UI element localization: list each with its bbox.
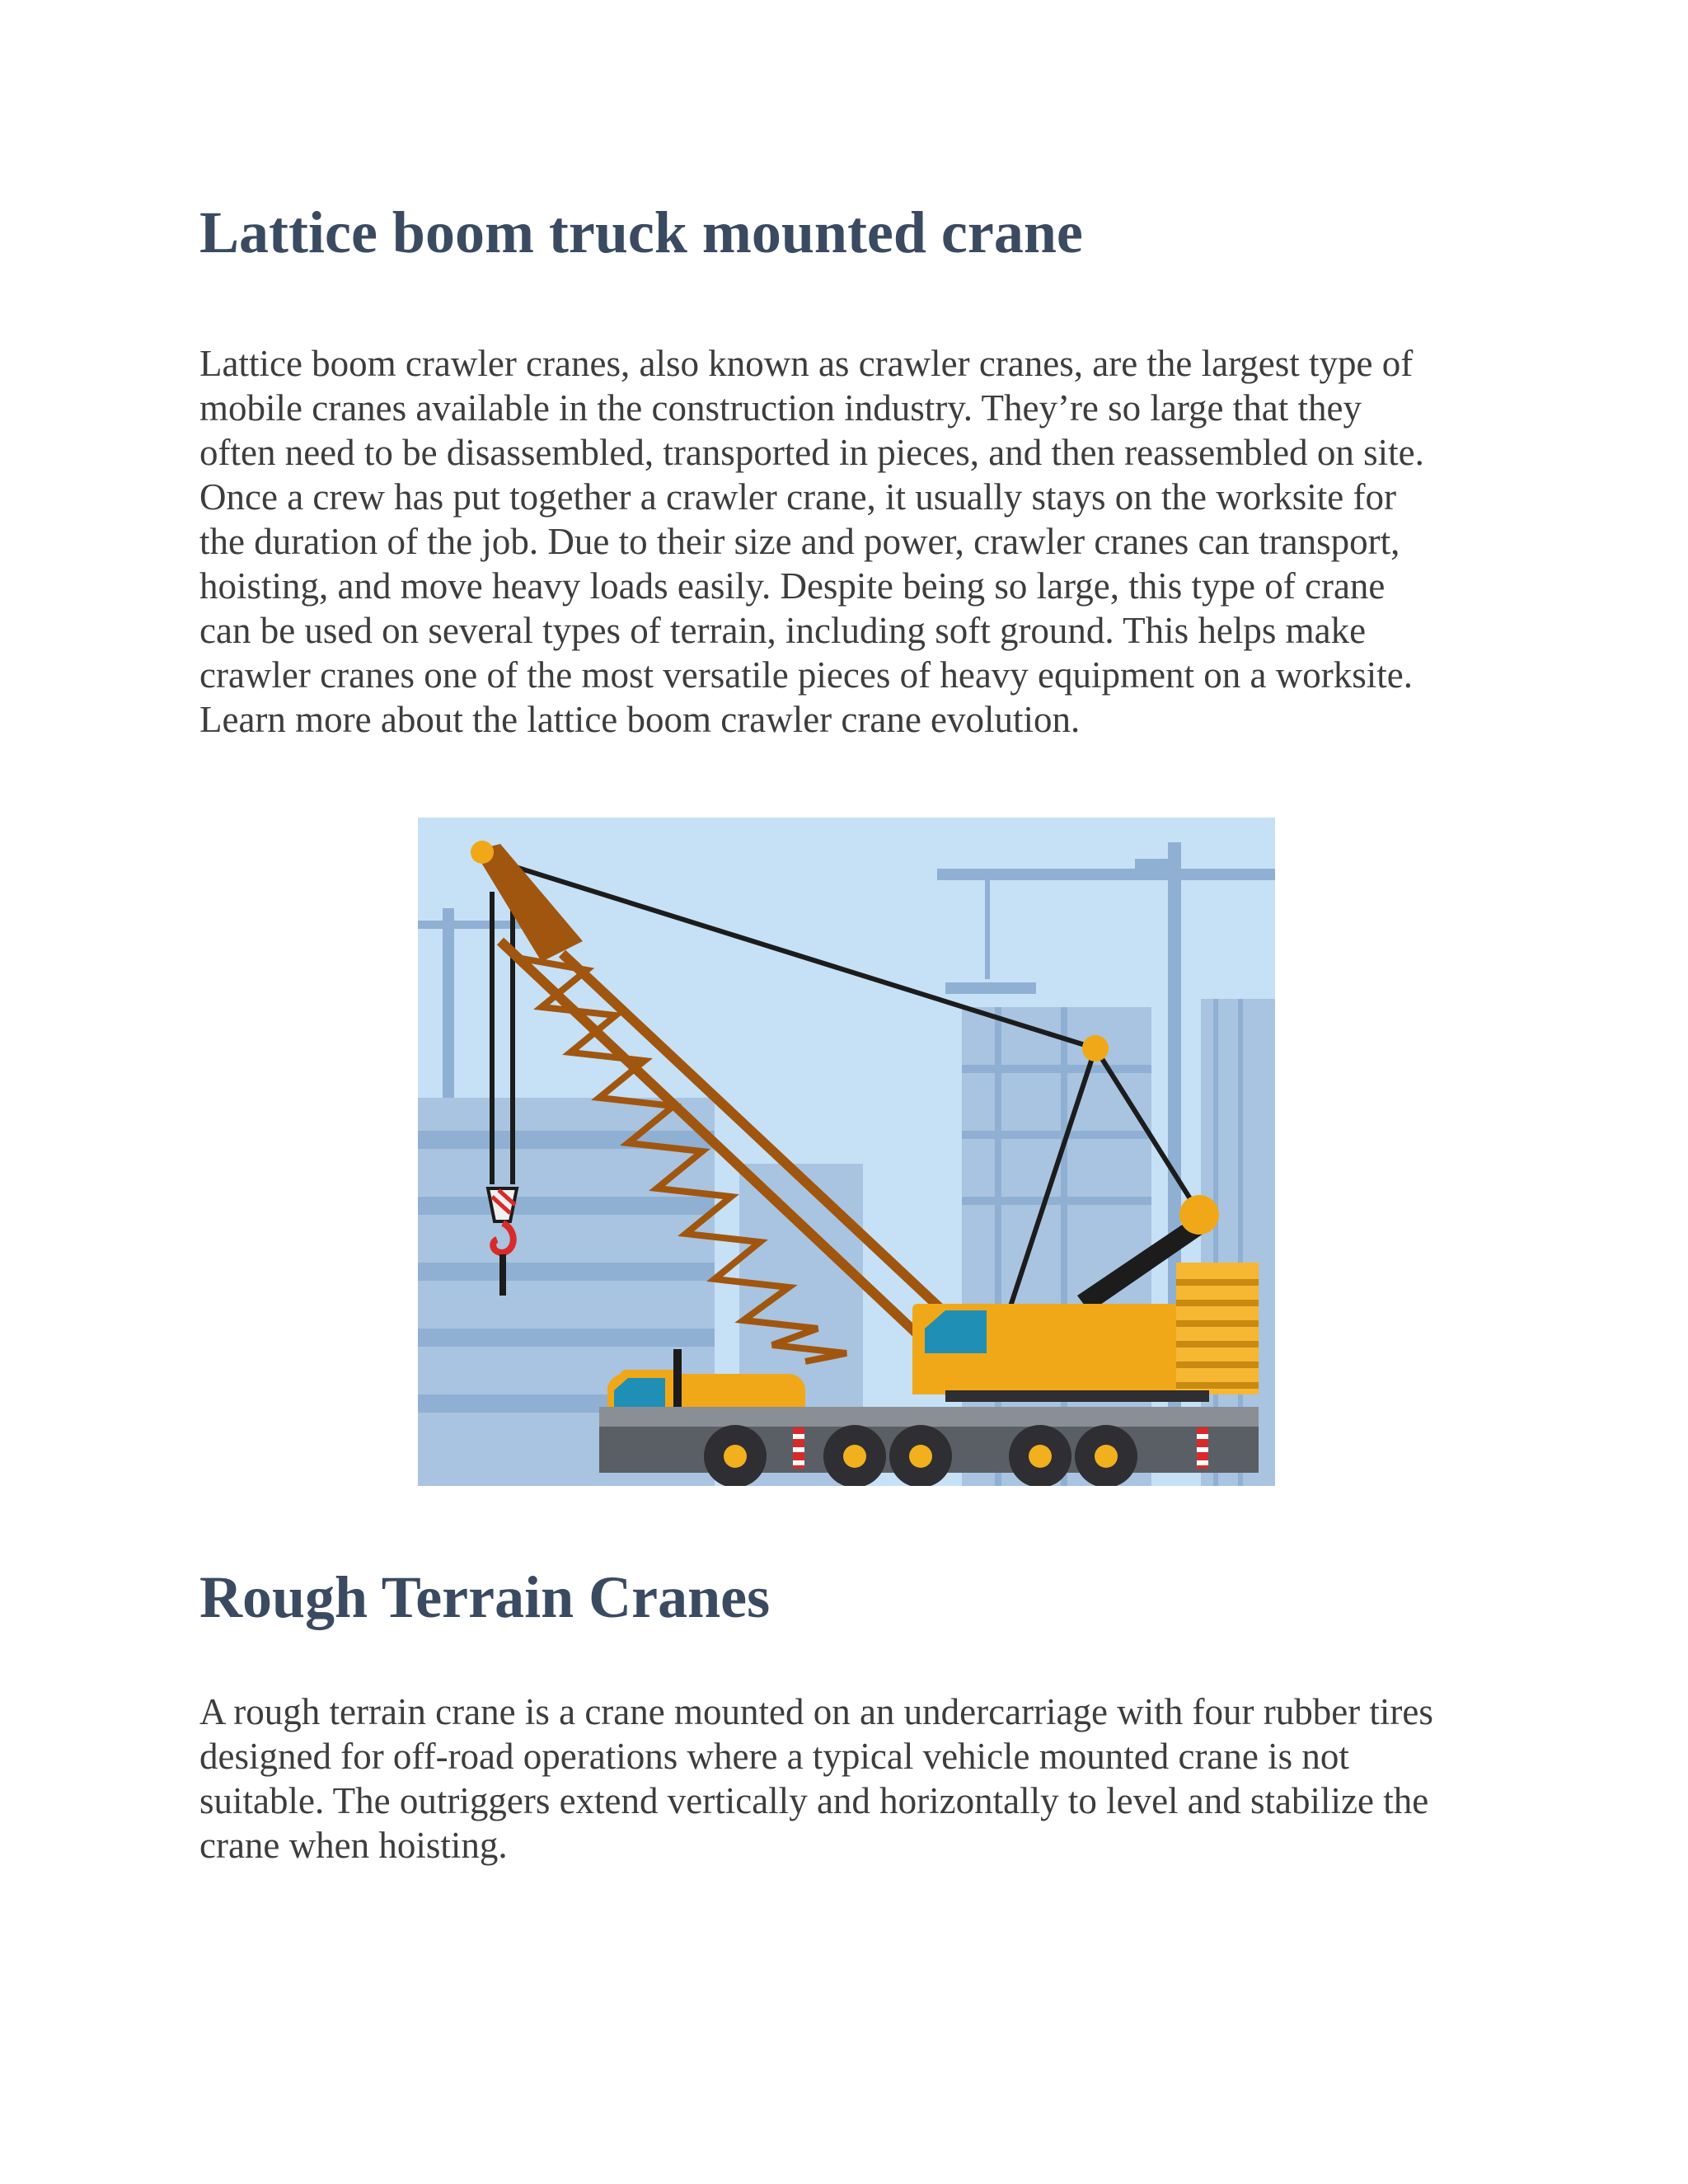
paragraph-line: Once a crew has put together a crawler crane, it usually stays on the worksite for [199,476,1396,518]
paragraph-line: suitable. The outriggers extend vertically and horizontally to level and stabilize the [199,1780,1429,1821]
paragraph-line: can be used on several types of terrain, including soft ground. This helps make [199,610,1367,651]
paragraph-line: A rough terrain crane is a crane mounted on an undercarriage with four rubber tires [199,1691,1433,1732]
paragraph-line: hoisting, and move heavy loads easily. Despite being so large, this type of crane [199,565,1386,607]
rough-terrain-paragraph [199,1690,1551,1868]
paragraph-line: Lattice boom crawler cranes, also known as crawler cranes, are the largest type of [199,343,1414,384]
background-load [945,982,1036,994]
lattice-boom-paragraph [199,341,1551,742]
section-heading-rough-terrain: Rough Terrain Cranes [199,1564,771,1630]
section-heading-lattice-boom: Lattice boom truck mounted crane [199,199,1083,265]
paragraph-line: the duration of the job. Due to their size and power, crawler cranes can transport, [199,521,1400,562]
paragraph-line: Learn more about the lattice boom crawler crane evolution. [199,699,1081,740]
paragraph-line: crawler cranes one of the most versatile pieces of heavy equipment on a worksite. [199,654,1413,696]
paragraph-line: often need to be disassembled, transported in pieces, and then reassembled on site. [199,432,1424,473]
paragraph-line: mobile cranes available in the construction industry. They’re so large that they [199,387,1362,429]
paragraph-line: crane when hoisting. [199,1825,508,1866]
paragraph-line: designed for off-road operations where a typical vehicle mounted crane is not [199,1736,1349,1777]
crane-illustration [418,818,1275,1486]
